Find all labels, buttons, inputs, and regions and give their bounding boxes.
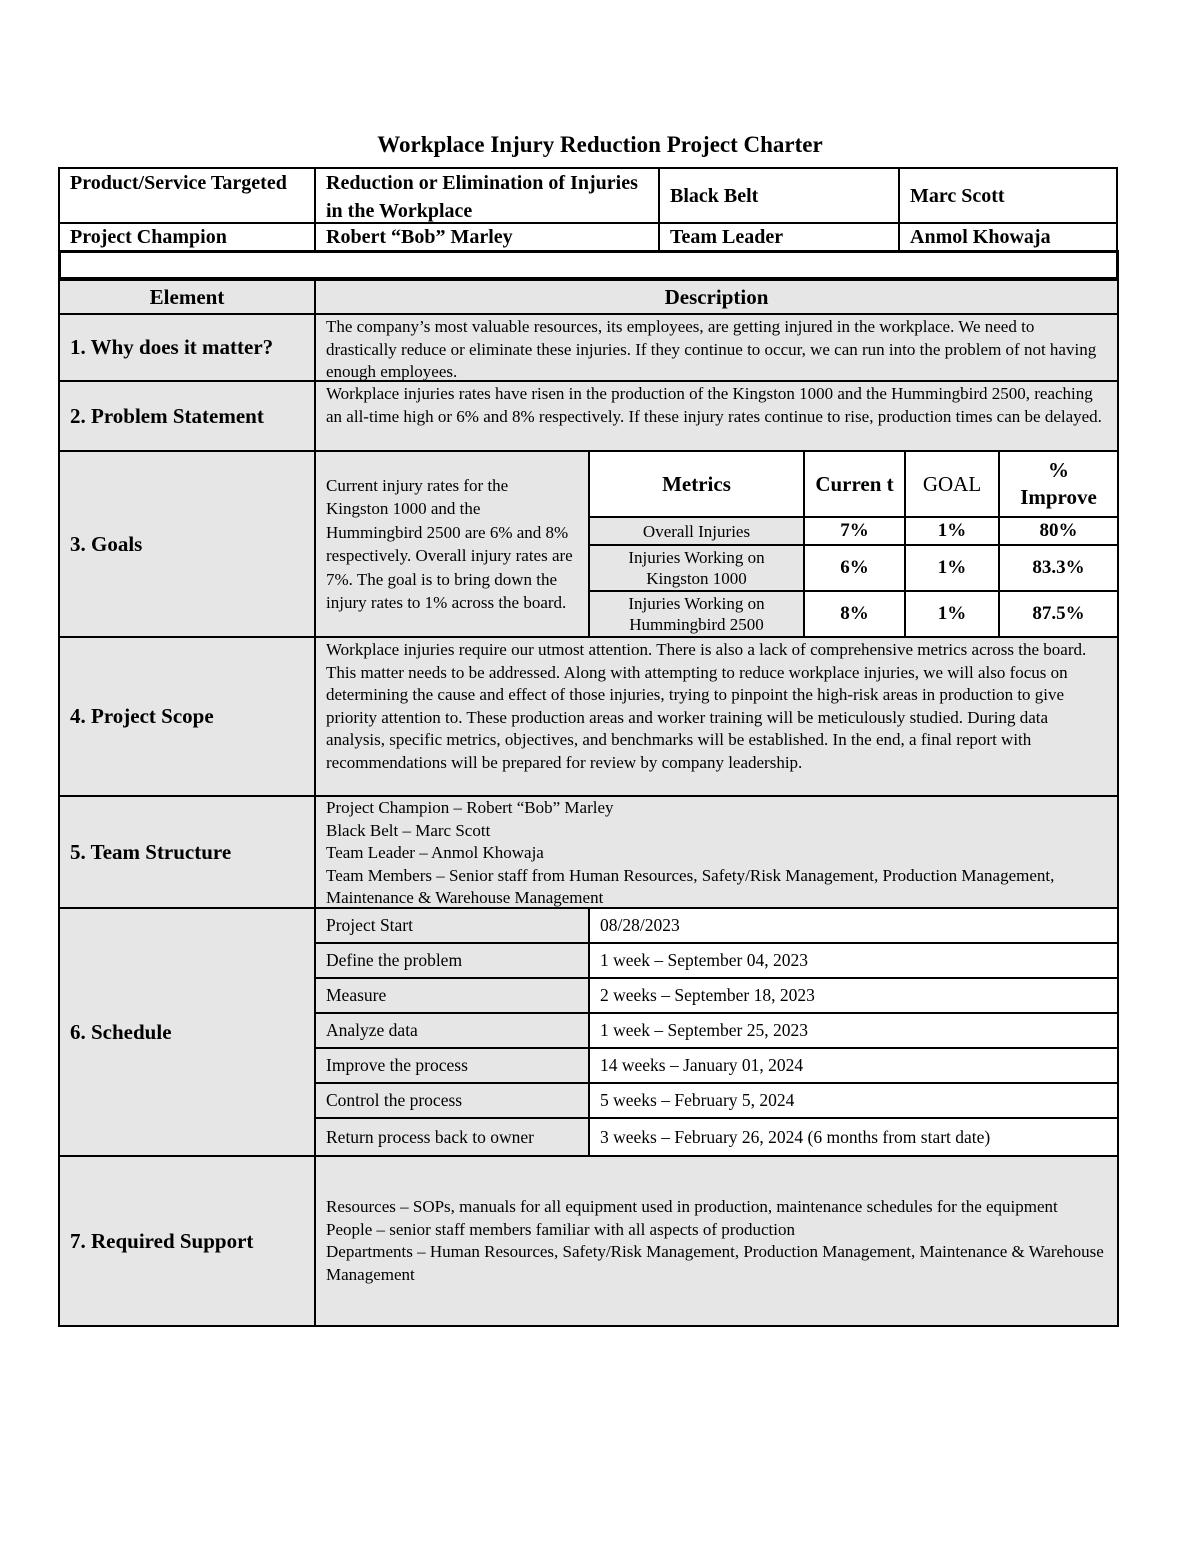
metric-row-1-goal: 1% (904, 516, 1000, 546)
black-belt-value: Marc Scott (898, 167, 1118, 224)
support-line: People – senior staff members familiar with all aspects of production (326, 1219, 795, 1239)
team-leader-label: Team Leader (658, 222, 900, 252)
schedule-phase-6: Control the process (314, 1082, 590, 1119)
description-column-header: Description (314, 279, 1119, 315)
schedule-date-6: 5 weeks – February 5, 2024 (588, 1082, 1119, 1119)
black-belt-label: Black Belt (658, 167, 900, 224)
metric-row-2-current: 6% (803, 544, 906, 592)
schedule-phase-2: Define the problem (314, 942, 590, 979)
support-text (314, 1155, 1119, 1327)
schedule-date-1: 08/28/2023 (588, 907, 1119, 944)
team-text (314, 795, 1119, 909)
metric-row-3-goal: 1% (904, 590, 1000, 638)
metric-row-3-improve: 87.5% (998, 590, 1119, 638)
metric-row-2-name: Injuries Working on Kingston 1000 (588, 544, 805, 592)
problem-text: Workplace injuries rates have risen in the production of the Kingston 1000 and the Hummingbird 2500, reaching an all-time high or 6% and 8% respectively. If these injury rates continue to rise, production times can be delayed. (314, 380, 1119, 452)
team-leader-value: Anmol Khowaja (898, 222, 1118, 252)
schedule-phase-1: Project Start (314, 907, 590, 944)
problem-label: 2. Problem Statement (58, 380, 316, 452)
support-line: Departments – Human Resources, Safety/Risk Management, Production Management, Maintenance & Warehouse Management (326, 1242, 1104, 1284)
metric-row-1-current: 7% (803, 516, 906, 546)
page-title: Workplace Injury Reduction Project Charter (377, 132, 823, 157)
metrics-header: Metrics (588, 450, 805, 518)
team-line: Team Members – Senior staff from Human Resources, Safety/Risk Management, Production Management, Maintenance & Warehouse Management (326, 865, 1055, 907)
metric-row-2-improve: 83.3% (998, 544, 1119, 592)
schedule-date-4: 1 week – September 25, 2023 (588, 1012, 1119, 1049)
team-label: 5. Team Structure (58, 795, 316, 909)
schedule-phase-4: Analyze data (314, 1012, 590, 1049)
metric-row-2-goal: 1% (904, 544, 1000, 592)
schedule-date-2: 1 week – September 04, 2023 (588, 942, 1119, 979)
schedule-phase-3: Measure (314, 977, 590, 1014)
schedule-phase-7: Return process back to owner (314, 1117, 590, 1157)
current-header: Curren t (803, 450, 906, 518)
why-label: 1. Why does it matter? (58, 313, 316, 382)
scope-text: Workplace injuries require our utmost attention. There is also a lack of comprehensive metrics across the board. This matter needs to be addressed. Along with attempting to reduce workplace injuries, we will also focus on determining the cause and effect of those injuries, trying to pinpoint the high-risk areas in production to give priority attention to. These production areas and worker training will be meticulously studied. During data analysis, specific metrics, objectives, and benchmarks will be established. In the end, a final report with recommendations will be prepared for review by company leadership. (314, 636, 1119, 797)
team-line: Black Belt – Marc Scott (326, 820, 491, 840)
team-line: Team Leader – Anmol Khowaja (326, 843, 544, 862)
goal-header: GOAL (904, 450, 1000, 518)
element-column-header: Element (58, 279, 316, 315)
spacer-row (58, 250, 1119, 280)
schedule-date-3: 2 weeks – September 18, 2023 (588, 977, 1119, 1014)
metric-row-1-name: Overall Injuries (588, 516, 805, 546)
support-label: 7. Required Support (58, 1155, 316, 1327)
metric-row-1-improve: 80% (998, 516, 1119, 546)
improve-header: % Improve (998, 450, 1119, 518)
why-text: The company’s most valuable resources, its employees, are getting injured in the workplace. We need to drastically reduce or eliminate these injuries. If they continue to occur, we can run into the problem of not having enough employees. (314, 313, 1119, 382)
scope-label: 4. Project Scope (58, 636, 316, 797)
team-line: Project Champion – Robert “Bob” Marley (326, 798, 614, 817)
support-line: Resources – SOPs, manuals for all equipment used in production, maintenance schedules for the equipment (326, 1197, 1058, 1216)
metric-row-3-current: 8% (803, 590, 906, 638)
schedule-date-5: 14 weeks – January 01, 2024 (588, 1047, 1119, 1084)
champion-value: Robert “Bob” Marley (314, 222, 660, 252)
champion-label: Project Champion (58, 222, 316, 252)
goals-text: Current injury rates for the Kingston 1000 and the Hummingbird 2500 are 6% and 8% respectively. Overall injury rates are 7%. The goal is to bring down the injury rates to 1% across the board. (314, 450, 590, 638)
schedule-phase-5: Improve the process (314, 1047, 590, 1084)
goals-label: 3. Goals (58, 450, 316, 638)
schedule-label: 6. Schedule (58, 907, 316, 1158)
product-value: Reduction or Elimination of Injuries in the Workplace (314, 167, 660, 224)
schedule-date-7: 3 weeks – February 26, 2024 (6 months from start date) (588, 1117, 1119, 1157)
product-label: Product/Service Targeted (58, 167, 316, 224)
metric-row-3-name: Injuries Working on Hummingbird 2500 (588, 590, 805, 638)
